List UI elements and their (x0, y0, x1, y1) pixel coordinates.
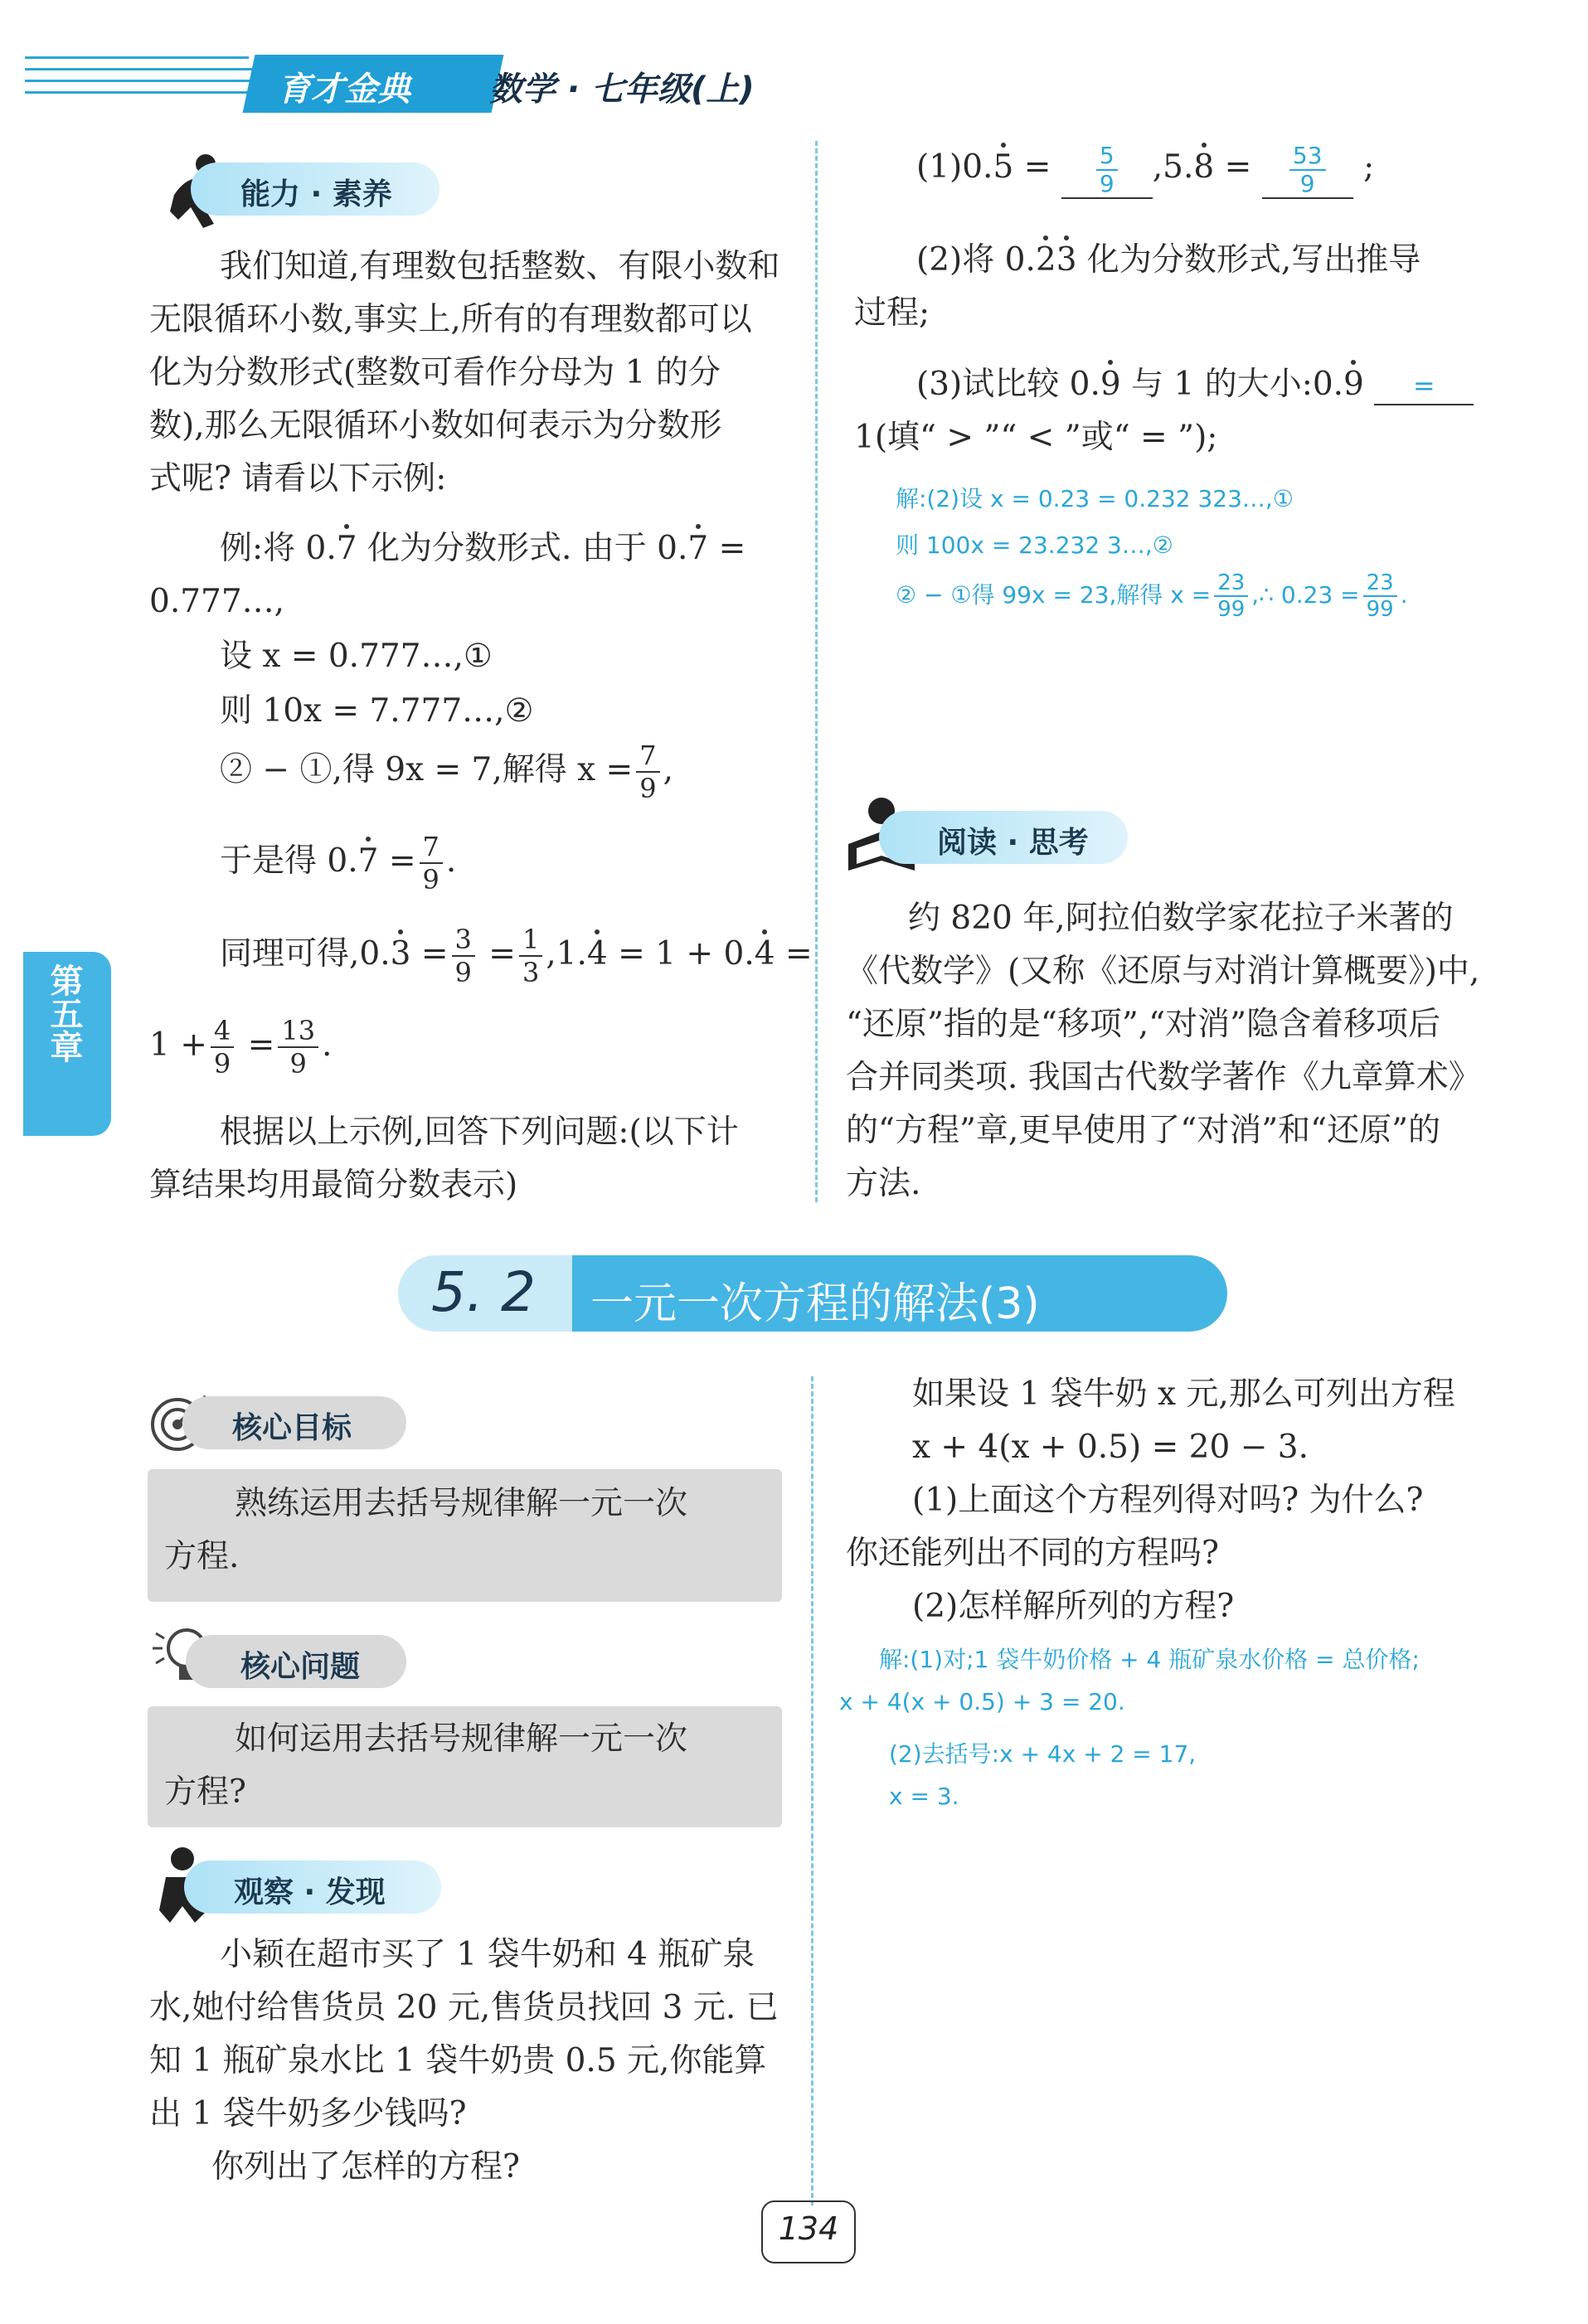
solution-line: 则 100x = 23.232 3…,② (896, 531, 1173, 559)
observe-line: 出 1 袋牛奶多少钱吗? (149, 2095, 467, 2132)
fraction: $\frac{7}{9}$ (420, 831, 443, 895)
observe-title: 观察 · 发现 (234, 1875, 386, 1909)
question-header (186, 1635, 406, 1688)
equation-block (846, 1368, 1526, 1642)
column-divider-bottom (811, 1376, 813, 2205)
observe-text (149, 1929, 796, 2210)
result-line: 于是得 0.7 = $\frac{7}{9}$ . (220, 831, 457, 895)
reading-text (846, 892, 1526, 1224)
observe-line: 知 1 瓶矿泉水比 1 袋牛奶贵 0.5 元,你能算 (149, 2042, 767, 2079)
then-10x-line: 则 10x = 7.777…,② (220, 692, 534, 730)
chapter-side-tab (23, 952, 111, 1136)
goal-line: 方程. (164, 1538, 240, 1575)
lesson-number: 5. 2 (431, 1260, 536, 1324)
equation-line: x + 4(x + 0.5) = 20 − 3. (912, 1429, 1309, 1466)
intro-line: 无限循环小数,事实上,所有的有理数都可以 (149, 301, 752, 338)
column-divider-top (815, 141, 818, 1202)
question-3: (3)试比较 0.9 与 1 的大小:0.9 = (916, 358, 1474, 411)
fraction: $\frac{3}{9}$ (452, 924, 475, 988)
observe-line: 水,她付给售货员 20 元,售货员找回 3 元. 已 (149, 1989, 779, 2026)
question-2-line-2: 过程; (854, 294, 930, 332)
reading-section-title: 阅读 · 思考 (937, 826, 1089, 860)
question-1: (1)0.5 = $\frac{5}{9}$ ,5.8 = $\frac{53}{9}$ ; (916, 142, 1375, 197)
subtract-line: ② − ①,得 9x = 7,解得 x = $\frac{7}{9}$ , (220, 740, 673, 804)
solution-q2 (896, 481, 1526, 647)
equation-line: (1)上面这个方程列得对吗? 为什么? (912, 1482, 1424, 1519)
goal-title: 核心目标 (232, 1411, 352, 1445)
lesson-title: 一元一次方程的解法(3) (590, 1279, 1040, 1329)
equation-line: 如果设 1 袋牛奶 x 元,那么可列出方程 (912, 1375, 1455, 1413)
solution-line: (2)去括号:x + 4x + 2 = 17, (889, 1740, 1197, 1768)
reading-line: 约 820 年,阿拉伯数学家花拉子米著的 (908, 900, 1454, 937)
solution-line: 解:(1)对;1 袋牛奶价格 + 4 瓶矿泉水价格 = 总价格; (879, 1646, 1420, 1673)
intro-line: 式呢? 请看以下示例: (149, 460, 447, 497)
reading-line: 《代数学》(又称《还原与对消计算概要》)中, (846, 953, 1480, 990)
ability-section-header (191, 163, 439, 216)
question-line: 方程? (164, 1773, 246, 1811)
solution-bottom (839, 1642, 1527, 1824)
question-line: 如何运用去括号规律解一元一次 (235, 1720, 688, 1758)
fraction: $\frac{13}{9}$ (278, 1015, 318, 1080)
solution-line: 解:(2)设 x = 0.23 = 0.232 323…,① (896, 485, 1294, 512)
reading-line: 方法. (846, 1165, 921, 1202)
equation-line: (2)怎样解所列的方程? (912, 1588, 1235, 1625)
last-line: 1 + $\frac{4}{9}$ = $\frac{13}{9}$ . (149, 1015, 333, 1080)
intro-line: 数),那么无限循环小数如何表示为分数形 (149, 407, 722, 444)
answer-blank: $\frac{5}{9}$ (1061, 143, 1153, 199)
goal-text (164, 1477, 778, 1594)
question-3-line-2: 1(填“ > ”“ < ”或“ = ”); (854, 419, 1218, 456)
set-x-line: 设 x = 0.777…,① (220, 638, 493, 675)
intro-line: 我们知道,有理数包括整数、有限小数和 (220, 248, 780, 285)
answer-blank: $\frac{53}{9}$ (1262, 143, 1353, 199)
fraction: $\frac{7}{9}$ (636, 740, 659, 804)
observe-line: 小颖在超市买了 1 袋牛奶和 4 瓶矿泉 (220, 1936, 755, 1973)
observe-header (184, 1861, 441, 1914)
question-text (164, 1713, 778, 1821)
page-number: 134 (778, 2210, 839, 2247)
fraction: $\frac{4}{9}$ (211, 1015, 234, 1080)
reading-line: 的“方程”章,更早使用了“对消”和“还原”的 (846, 1112, 1441, 1149)
ability-section-title: 能力 · 素养 (240, 177, 392, 211)
solution-line: x + 4(x + 0.5) + 3 = 20. (839, 1688, 1125, 1715)
question-title: 核心问题 (240, 1650, 361, 1684)
prompt-line: 根据以上示例,回答下列问题:(以下计 (220, 1113, 739, 1151)
prompt-line: 算结果均用最简分数表示) (149, 1167, 518, 1204)
example-line: 例:将 0.7 化为分数形式. 由于 0.7 = (220, 522, 745, 575)
example-block (149, 522, 813, 1204)
reading-section-header (879, 811, 1128, 864)
goal-header (182, 1396, 406, 1449)
question-2: (2)将 0.23 化为分数形式,写出推导 (916, 234, 1420, 287)
equation-line: 你还能列出不同的方程吗? (846, 1535, 1219, 1572)
observe-line: 你列出了怎样的方程? (211, 2148, 520, 2186)
header-stripes (25, 51, 265, 101)
answer-blank: = (1374, 367, 1474, 405)
header-brand: 育才金典 (278, 70, 410, 109)
example-line-2: 0.777…, (149, 583, 285, 620)
header-subject: 数学 · 七年级(上) (489, 70, 755, 109)
reading-line: 合并同类项. 我国古代数学著作《九章算术》 (846, 1059, 1481, 1096)
same-line: 同理可得,0.3 = $\frac{3}{9}$ = $\frac{1}{3}$ ,1.4 = 1 + 0.4 = (220, 924, 813, 988)
chapter-side-tab-label: 第五章 (45, 963, 83, 1063)
goal-line: 熟练运用去括号规律解一元一次 (235, 1485, 688, 1522)
intro-line: 化为分数形式(整数可看作分母为 1 的分 (149, 354, 721, 391)
reading-line: “还原”指的是“移项”,“对消”隐含着移项后 (846, 1006, 1441, 1043)
solution-line: x = 3. (889, 1783, 959, 1810)
fraction: $\frac{1}{3}$ (519, 924, 542, 988)
solution-line: ② − ①得 99x = 23,解得 x = $\frac{23}{99}$ ,∴ 0.23 = $\frac{23}{99}$ . (896, 570, 1408, 622)
